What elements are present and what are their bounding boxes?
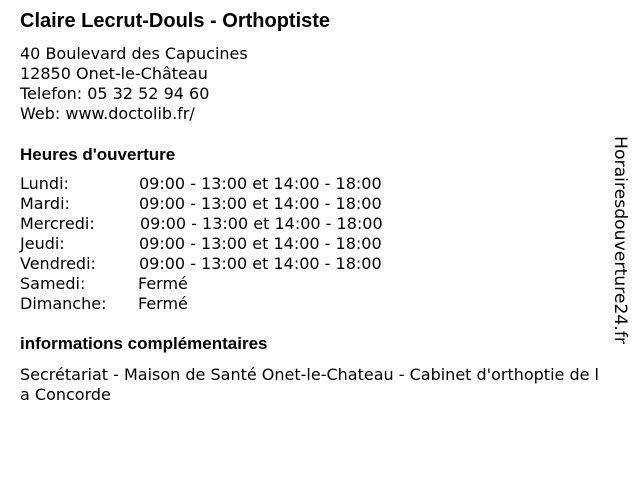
watermark xyxy=(596,136,634,346)
watermark-text: Horairesdouverture24.fr xyxy=(610,136,630,342)
hours-day: Jeudi: xyxy=(20,234,65,253)
hours-day: Dimanche: xyxy=(20,294,107,313)
hours-time: Fermé xyxy=(138,274,188,293)
hours-time: 09:00 - 13:00 et 14:00 - 18:00 xyxy=(139,254,382,273)
info-heading: informations complémentaires xyxy=(20,334,268,353)
hours-day: Samedi: xyxy=(20,274,86,293)
hours-time: 09:00 - 13:00 et 14:00 - 18:00 xyxy=(139,174,382,193)
address-phone: Telefon: 05 32 52 94 60 xyxy=(20,84,210,103)
business-name: Claire Lecrut-Douls - Orthoptiste xyxy=(20,10,331,32)
address-street: 40 Boulevard des Capucines xyxy=(20,44,248,63)
hours-time: 09:00 - 13:00 et 14:00 - 18:00 xyxy=(139,234,382,253)
address-web: Web: www.doctolib.fr/ xyxy=(20,104,195,123)
hours-heading: Heures d'ouverture xyxy=(20,145,176,164)
hours-time: 09:00 - 13:00 et 14:00 - 18:00 xyxy=(140,214,383,233)
hours-day: Mercredi: xyxy=(20,214,95,233)
hours-day: Mardi: xyxy=(20,194,70,213)
hours-day: Vendredi: xyxy=(20,254,96,273)
hours-time: Fermé xyxy=(138,294,188,313)
hours-time: 09:00 - 13:00 et 14:00 - 18:00 xyxy=(139,194,382,213)
address-city: 12850 Onet-le-Château xyxy=(20,64,208,83)
address-block xyxy=(20,44,248,124)
info-text: Secrétariat - Maison de Santé Onet-le-Chateau - Cabinet d'orthoptie de la Concorde xyxy=(20,365,599,404)
hours-day: Lundi: xyxy=(20,174,69,193)
